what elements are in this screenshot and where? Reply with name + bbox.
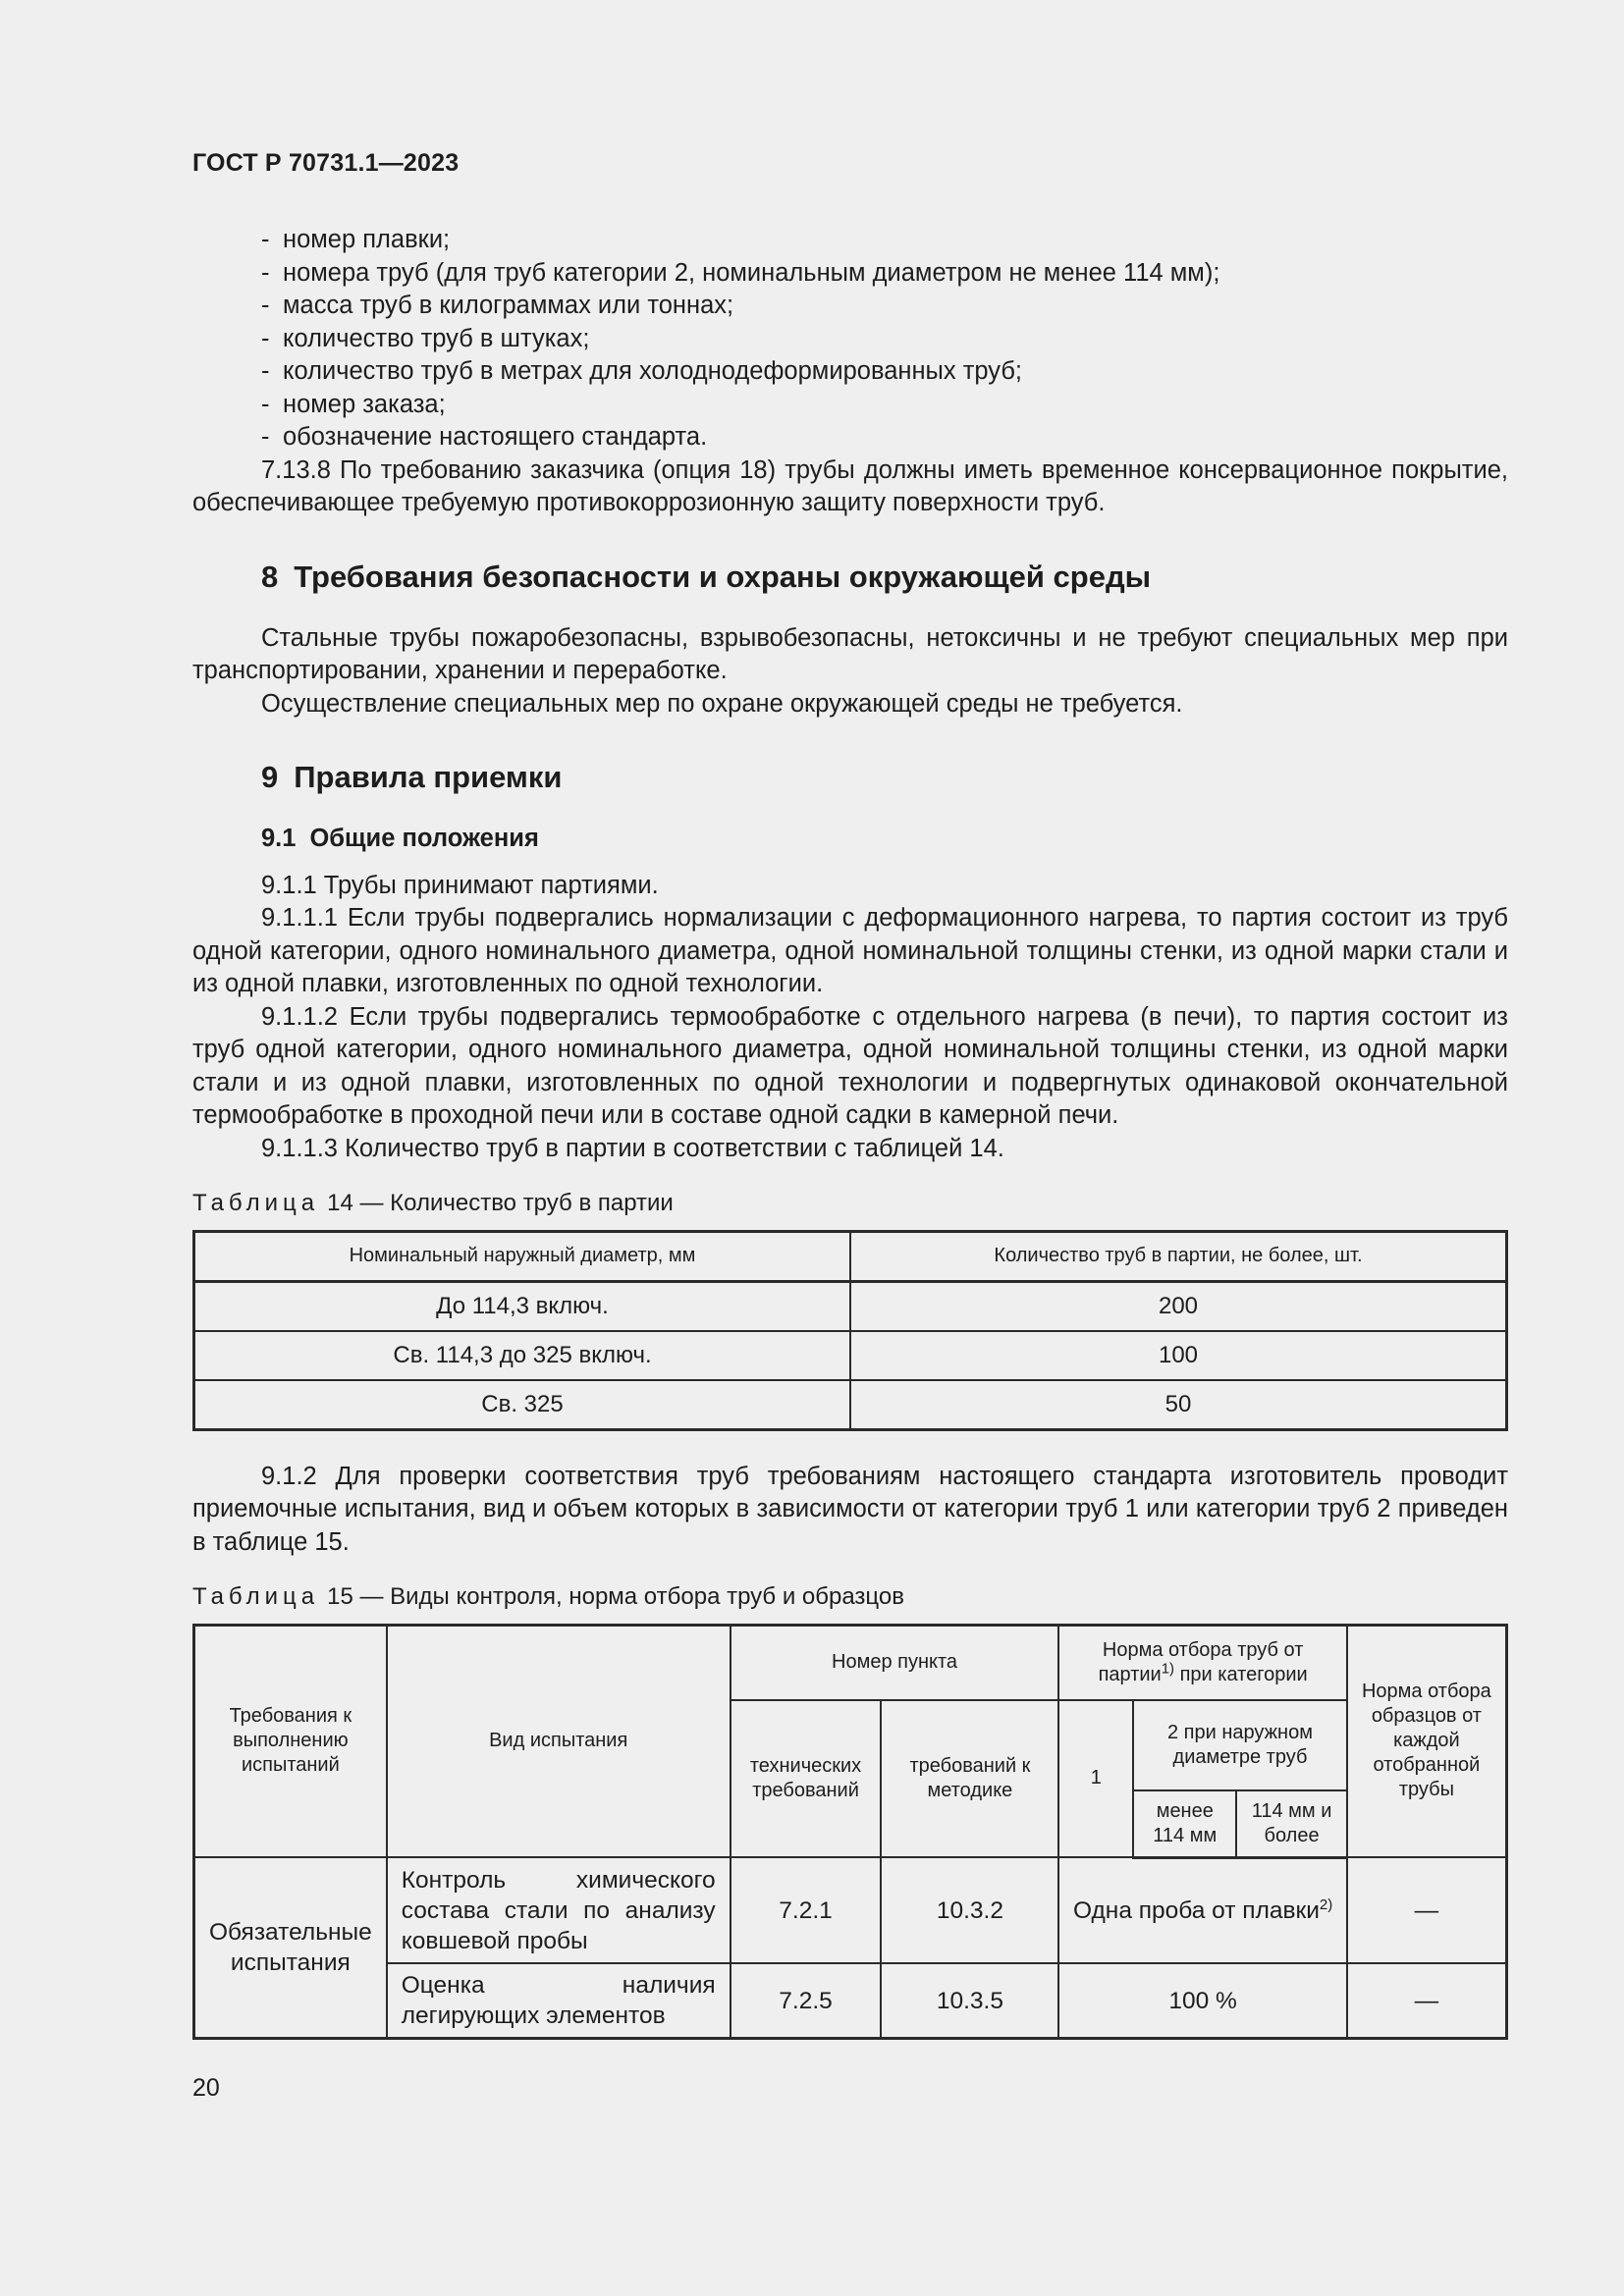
table-cell: Контроль химического состава стали по анализу ковшевой пробы xyxy=(387,1857,731,1963)
table-cell: Св. 325 xyxy=(194,1380,851,1430)
list-item: - количество труб в штуках; xyxy=(192,323,1508,356)
group-label: Обязательные испытания xyxy=(194,1857,387,2039)
table-row xyxy=(194,1857,1507,1963)
page-content xyxy=(192,224,1508,2040)
paragraph-7-13-8: 7.13.8 По требованию заказчика (опция 18) трубы должны иметь временное консервационное покрытие, обеспечивающее требуемую противокоррозионную защиту поверхности труб. xyxy=(192,455,1508,516)
paragraph-9-1-2: 9.1.2 Для проверки соответствия труб требованиям настоящего стандарта изготовитель проводит приемочные испытания, вид и объем которых в зависимости от категории труб 1 или категории труб 2 приведен в таблице 15. xyxy=(192,1462,1508,1556)
section-number: 8 xyxy=(261,559,279,594)
table-14 xyxy=(192,1230,1508,1431)
paragraph: 9.1.1.1 Если трубы подвергались нормализации с деформационного нагрева, то партия состоит из труб одной категории, одного номинального диаметра, одной номинальной толщины стенки, из одной марки стали и из одной плавки, изготовленных по одной технологии. xyxy=(192,904,1508,997)
subsection-title: Общие положения xyxy=(309,825,539,852)
column-header: Вид испытания xyxy=(387,1625,731,1857)
header-text: при категории xyxy=(1174,1663,1308,1685)
column-header: Номинальный наружный диаметр, мм xyxy=(194,1231,851,1281)
column-header: 1 xyxy=(1058,1700,1133,1858)
column-header: 2 при наружном диаметре труб xyxy=(1133,1700,1347,1790)
caption-text: 14 — Количество труб в партии xyxy=(327,1190,674,1216)
column-header xyxy=(1058,1625,1346,1700)
section-8-heading xyxy=(261,558,1508,597)
table-cell xyxy=(1058,1857,1346,1963)
subsection-number: 9.1 xyxy=(261,825,297,852)
table-cell: 10.3.2 xyxy=(881,1857,1058,1963)
column-header: Норма отбора образцов от каждой отобранной трубы xyxy=(1347,1625,1507,1857)
footnote-marker: 1) xyxy=(1161,1659,1175,1677)
table-15-caption xyxy=(192,1580,1508,1614)
column-header: менее 114 мм xyxy=(1133,1790,1236,1858)
subsection-9-1-heading xyxy=(261,823,1508,856)
table-cell: 100 % xyxy=(1058,1963,1346,2039)
list-item: - обозначение настоящего стандарта. xyxy=(192,421,1508,454)
paragraph: Стальные трубы пожаробезопасны, взрывобезопасны, нетоксичны и не требуют специальных мер при транспортировании, хранении и переработке. xyxy=(192,623,1508,684)
column-header: 114 мм и более xyxy=(1236,1790,1346,1858)
paragraph: 9.1.1.2 Если трубы подвергались термообработке с отдельного нагрева (в печи), то партия состоит из труб одной категории, одного номинального диаметра, одной номинальной толщины стенки, из одной марки стали и из одной плавки, изготовленных по одной технологии и подвергнутых одинаковой окончательной термообработке в проходной печи или в составе одной садки в камерной печи. xyxy=(192,1002,1508,1129)
table-cell: 200 xyxy=(850,1281,1507,1331)
column-header: Номер пункта xyxy=(731,1625,1059,1700)
column-header: технических требований xyxy=(731,1700,882,1858)
table-14-caption xyxy=(192,1187,1508,1220)
table-row xyxy=(194,1281,1507,1331)
table-cell: 10.3.5 xyxy=(881,1963,1058,2039)
table-row xyxy=(194,1331,1507,1380)
column-header: Количество труб в партии, не более, шт. xyxy=(850,1231,1507,1281)
list-item: - номер заказа; xyxy=(192,389,1508,422)
list-item: - номер плавки; xyxy=(192,224,1508,257)
footnote-marker: 2) xyxy=(1319,1896,1333,1913)
table-cell: 7.2.1 xyxy=(731,1857,882,1963)
table-cell: Оценка наличия легирующих элементов xyxy=(387,1963,731,2039)
caption-word: Таблица xyxy=(192,1190,320,1216)
section-title: Правила приемки xyxy=(294,760,563,794)
table-header-row xyxy=(194,1625,1507,1700)
table-cell: 100 xyxy=(850,1331,1507,1380)
table-cell: До 114,3 включ. xyxy=(194,1281,851,1331)
table-cell: 7.2.5 xyxy=(731,1963,882,2039)
section-title: Требования безопасности и охраны окружающей среды xyxy=(294,559,1152,594)
caption-word: Таблица xyxy=(192,1583,320,1610)
header-text: Норма отбора труб от партии xyxy=(1098,1638,1304,1685)
doc-header: ГОСТ Р 70731.1—2023 xyxy=(192,149,460,177)
table-row xyxy=(194,1963,1507,2039)
paragraph: Осуществление специальных мер по охране окружающей среды не требуется. xyxy=(261,689,1183,718)
paragraph: 9.1.1.3 Количество труб в партии в соответствии с таблицей 14. xyxy=(261,1134,1004,1162)
list-item: - масса труб в килограммах или тоннах; xyxy=(192,290,1508,323)
column-header: Требования к выполнению испытаний xyxy=(194,1625,387,1857)
caption-text: 15 — Виды контроля, норма отбора труб и образцов xyxy=(327,1583,905,1610)
section-9-heading xyxy=(261,758,1508,797)
table-row xyxy=(194,1380,1507,1430)
cell-text: Одна проба от плавки xyxy=(1072,1896,1320,1924)
paragraph: 9.1.1 Трубы принимают партиями. xyxy=(261,871,659,899)
section-number: 9 xyxy=(261,760,279,794)
table-cell: — xyxy=(1347,1963,1507,2039)
table-15 xyxy=(192,1624,1508,2041)
column-header: требований к методике xyxy=(881,1700,1058,1858)
page-number: 20 xyxy=(192,2074,220,2102)
table-header-row xyxy=(194,1231,1507,1281)
marking-list xyxy=(192,224,1508,454)
list-item: - количество труб в метрах для холоднодеформированных труб; xyxy=(192,355,1508,389)
table-cell: — xyxy=(1347,1857,1507,1963)
table-cell: 50 xyxy=(850,1380,1507,1430)
list-item: - номера труб (для труб категории 2, номинальным диаметром не менее 114 мм); xyxy=(192,257,1508,291)
table-cell: Св. 114,3 до 325 включ. xyxy=(194,1331,851,1380)
